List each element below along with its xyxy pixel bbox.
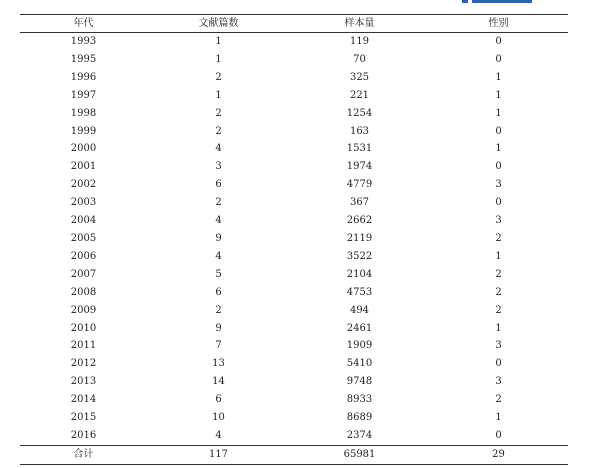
cell-gender: 0: [495, 358, 502, 370]
cell-gender: 0: [495, 197, 502, 209]
cell-article-count: 5: [215, 268, 222, 280]
total-label: 合计: [20, 445, 147, 464]
cell-article-count: 1: [215, 89, 222, 101]
cell-gender: 2: [495, 268, 502, 280]
cell-article-count: 6: [215, 286, 222, 298]
statistics-table: [20, 14, 568, 465]
cell-year: 2004: [70, 215, 97, 227]
table-row: [20, 123, 568, 141]
cell-gender: 2: [495, 286, 502, 298]
cell-year: 2011: [70, 340, 97, 352]
cell-gender: 0: [495, 53, 502, 65]
cell-year: 2003: [70, 197, 97, 209]
cell-year: 2000: [70, 143, 97, 155]
cell-article-count: 9: [215, 232, 222, 244]
cell-gender: 2: [495, 232, 502, 244]
cell-article-count: 13: [212, 358, 225, 370]
cell-article-count: 7: [215, 340, 222, 352]
cell-gender: 0: [495, 429, 502, 441]
table-row: [20, 284, 568, 302]
cell-year: 2001: [70, 161, 97, 173]
cell-gender: 3: [495, 340, 502, 352]
cell-article-count: 9: [215, 322, 222, 334]
total-article-count: 117: [147, 445, 290, 464]
cell-sample-size: 5410: [346, 358, 373, 370]
table-row: [20, 33, 568, 51]
table-header-row: [20, 15, 568, 33]
cell-gender: 3: [495, 179, 502, 191]
cell-gender: 1: [495, 412, 502, 424]
cell-sample-size: 163: [349, 125, 370, 137]
table-row: [20, 302, 568, 320]
cell-year: 2007: [70, 268, 97, 280]
cell-sample-size: 4753: [346, 286, 373, 298]
cell-sample-size: 70: [353, 53, 366, 65]
cell-year: 2008: [70, 286, 97, 298]
total-gender: 29: [429, 445, 568, 464]
cell-year: 2014: [70, 394, 97, 406]
cell-year: 2010: [70, 322, 97, 334]
cell-sample-size: 221: [349, 89, 370, 101]
cell-year: 2002: [70, 179, 97, 191]
cell-year: 1998: [70, 107, 97, 119]
table-row: [20, 427, 568, 445]
cell-sample-size: 325: [349, 71, 370, 83]
cell-year: 1996: [70, 71, 97, 83]
cell-year: 1993: [70, 36, 97, 47]
cell-sample-size: 367: [349, 197, 370, 209]
cell-gender: 3: [495, 215, 502, 227]
table-row: [20, 337, 568, 355]
table-row: [20, 158, 568, 176]
cell-article-count: 4: [215, 250, 222, 262]
table-row: [20, 391, 568, 409]
cell-article-count: 1: [215, 36, 222, 47]
cell-article-count: 1: [215, 53, 222, 65]
table-row: [20, 409, 568, 427]
cell-gender: 1: [495, 107, 502, 119]
cell-year: 2006: [70, 250, 97, 262]
cell-gender: 0: [495, 125, 502, 137]
cell-year: 2016: [70, 429, 97, 441]
cell-article-count: 2: [215, 197, 222, 209]
table-row: [20, 320, 568, 338]
header-year: 年代: [20, 15, 147, 33]
cell-sample-size: 8689: [346, 412, 373, 424]
cell-article-count: 2: [215, 71, 222, 83]
cell-gender: 1: [495, 143, 502, 155]
cell-gender: 2: [495, 304, 502, 316]
table-body: [20, 33, 568, 446]
cell-sample-size: 494: [349, 304, 370, 316]
cell-gender: 2: [495, 394, 502, 406]
cell-year: 2009: [70, 304, 97, 316]
cell-article-count: 2: [215, 125, 222, 137]
cell-sample-size: 1909: [346, 340, 373, 352]
table-row: [20, 194, 568, 212]
cell-year: 2013: [70, 376, 97, 388]
cell-gender: 1: [495, 71, 502, 83]
cell-article-count: 3: [215, 161, 222, 173]
header-gender: 性别: [429, 15, 568, 33]
cell-gender: 3: [495, 376, 502, 388]
cell-sample-size: 1254: [346, 107, 373, 119]
cell-year: 1995: [70, 53, 97, 65]
cell-article-count: 4: [215, 429, 222, 441]
page-corner-mark: [462, 0, 532, 6]
cell-year: 2012: [70, 358, 97, 370]
total-row: [20, 445, 568, 464]
table-row: [20, 140, 568, 158]
cell-gender: 1: [495, 89, 502, 101]
corner-mark-segment: [472, 0, 532, 3]
cell-sample-size: 2119: [346, 232, 373, 244]
cell-article-count: 14: [212, 376, 225, 388]
cell-article-count: 2: [215, 107, 222, 119]
cell-sample-size: 2104: [346, 268, 373, 280]
cell-sample-size: 3522: [346, 250, 373, 262]
table-row: [20, 69, 568, 87]
table-row: [20, 176, 568, 194]
header-article-count: 文献篇数: [147, 15, 290, 33]
cell-sample-size: 2374: [346, 429, 373, 441]
table-row: [20, 105, 568, 123]
cell-sample-size: 1974: [346, 161, 373, 173]
cell-article-count: 6: [215, 394, 222, 406]
cell-sample-size: 2662: [346, 215, 373, 227]
table-row: [20, 87, 568, 105]
cell-article-count: 6: [215, 179, 222, 191]
corner-mark-segment: [462, 0, 468, 3]
cell-year: 2015: [70, 412, 97, 424]
header-sample-size: 样本量: [290, 15, 429, 33]
cell-sample-size: 9748: [346, 376, 373, 388]
cell-year: 2005: [70, 232, 97, 244]
cell-sample-size: 8933: [346, 394, 373, 406]
cell-year: 1999: [70, 125, 97, 137]
table-row: [20, 373, 568, 391]
table-row: [20, 266, 568, 284]
cell-gender: 1: [495, 250, 502, 262]
cell-article-count: 10: [212, 412, 225, 424]
table-row: [20, 51, 568, 69]
cell-article-count: 4: [215, 215, 222, 227]
table-row: [20, 212, 568, 230]
cell-gender: 1: [495, 322, 502, 334]
cell-year: 1997: [70, 89, 97, 101]
cell-sample-size: 1531: [346, 143, 373, 155]
table-row: [20, 248, 568, 266]
cell-sample-size: 4779: [346, 179, 373, 191]
cell-article-count: 2: [215, 304, 222, 316]
table-row: [20, 355, 568, 373]
cell-gender: 0: [495, 161, 502, 173]
total-sample-size: 65981: [290, 445, 429, 464]
cell-sample-size: 2461: [346, 322, 373, 334]
cell-article-count: 4: [215, 143, 222, 155]
cell-gender: 0: [495, 36, 502, 47]
cell-sample-size: 119: [349, 36, 370, 47]
table-row: [20, 230, 568, 248]
